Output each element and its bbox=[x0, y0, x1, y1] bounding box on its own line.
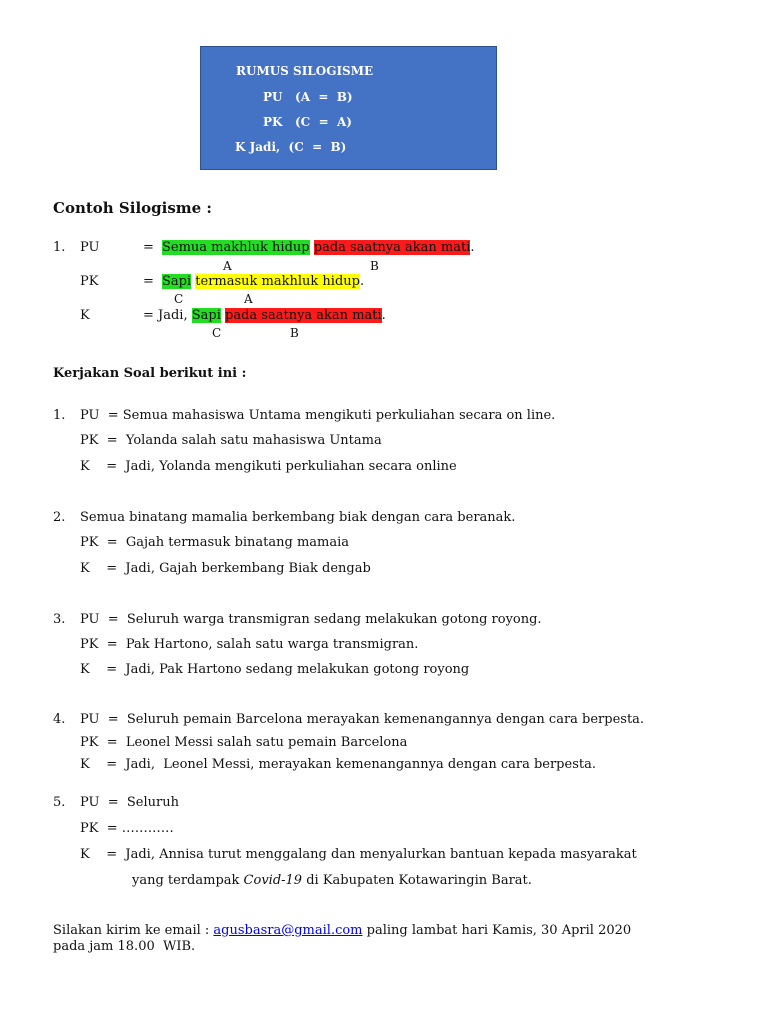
task-item-number: 5. bbox=[53, 795, 66, 810]
task-item-line: K = Jadi, Pak Hartono sedang melakukan gotong royong bbox=[80, 662, 470, 677]
task-item-line: PK = Yolanda salah satu mahasiswa Untama bbox=[80, 433, 382, 448]
task-item-number: 1. bbox=[53, 408, 66, 423]
pu-predicate-highlight: pada saatnya akan mati bbox=[313, 240, 471, 255]
k-letter-b: B bbox=[290, 326, 299, 340]
pk-period: . bbox=[359, 274, 365, 289]
formula-pu: PU (A = B) bbox=[263, 90, 353, 104]
task-item-line: PK = Leonel Messi salah satu pemain Barcelona bbox=[80, 735, 408, 750]
pk-letter-c: C bbox=[174, 292, 184, 306]
footer-line-2: pada jam 18.00 WIB. bbox=[53, 939, 196, 954]
task-item-number: 2. bbox=[53, 510, 66, 525]
pu-letter-a: A bbox=[223, 259, 232, 273]
k-letter-c: C bbox=[212, 326, 222, 340]
task-item-line: K = Jadi, Leonel Messi, merayakan kemenangannya dengan cara berpesta. bbox=[80, 757, 596, 772]
footer-post: paling lambat hari Kamis, 30 April 2020 bbox=[362, 923, 632, 938]
k-prefix: = Jadi, bbox=[143, 308, 188, 323]
formula-title: RUMUS SILOGISME bbox=[236, 64, 374, 78]
task-item-number: 4. bbox=[53, 712, 66, 727]
task-item-line: PU = Seluruh pemain Barcelona merayakan kemenangannya dengan cara berpesta. bbox=[80, 712, 645, 727]
task-item-line: PU = Seluruh bbox=[80, 795, 179, 810]
example-pu-statement bbox=[162, 240, 475, 256]
pk-subject-highlight: Sapi bbox=[162, 274, 192, 289]
continuation-text: yang terdampak bbox=[132, 873, 244, 888]
example-pu-eq: = bbox=[143, 240, 154, 255]
email-link[interactable]: agusbasra@gmail.com bbox=[213, 923, 363, 938]
example-heading: Contoh Silogisme : bbox=[53, 199, 212, 217]
task-item-line: PU = Semua mahasiswa Untama mengikuti perkuliahan secara on line. bbox=[80, 408, 556, 423]
task-item-line: Semua binatang mamalia berkembang biak dengan cara beranak. bbox=[80, 510, 516, 525]
continuation-text: di Kabupaten Kotawaringin Barat. bbox=[302, 873, 532, 888]
k-subject-highlight: Sapi bbox=[191, 308, 221, 323]
example-pk-statement bbox=[162, 274, 364, 290]
pu-letter-b: B bbox=[370, 259, 379, 273]
pu-period: . bbox=[470, 240, 475, 255]
example-k-label: K bbox=[80, 308, 90, 323]
task-item-5-continuation bbox=[132, 873, 532, 889]
example-pk-label: PK bbox=[80, 274, 99, 289]
example-pk-eq: = bbox=[143, 274, 154, 289]
formula-box bbox=[200, 46, 497, 170]
task-item-number: 3. bbox=[53, 612, 66, 627]
footer-line-1 bbox=[53, 923, 631, 939]
k-predicate-highlight: pada saatnya akan mati bbox=[225, 308, 382, 323]
example-pu-label: PU bbox=[80, 240, 100, 255]
example-k-statement bbox=[143, 308, 386, 324]
task-item-line: K = Jadi, Gajah berkembang Biak dengab bbox=[80, 561, 371, 576]
task-item-line: K = Jadi, Yolanda mengikuti perkuliahan secara online bbox=[80, 459, 457, 474]
task-item-line: PK = Pak Hartono, salah satu warga transmigran. bbox=[80, 637, 419, 652]
task-heading: Kerjakan Soal berikut ini : bbox=[53, 366, 247, 381]
task-item-line: PK = ………… bbox=[80, 821, 174, 836]
pk-predicate-highlight: termasuk makhluk hidup bbox=[195, 274, 360, 289]
formula-pk: PK (C = A) bbox=[263, 115, 352, 129]
footer-pre: Silakan kirim ke email : bbox=[53, 923, 214, 938]
covid-italic: Covid-19 bbox=[243, 873, 303, 888]
formula-k: K Jadi, (C = B) bbox=[235, 140, 347, 154]
example-number: 1. bbox=[53, 240, 66, 255]
task-item-line: PU = Seluruh warga transmigran sedang melakukan gotong royong. bbox=[80, 612, 542, 627]
pu-subject-highlight: Semua makhluk hidup bbox=[162, 240, 310, 255]
k-period: . bbox=[381, 308, 386, 323]
task-item-line: K = Jadi, Annisa turut menggalang dan menyalurkan bantuan kepada masyarakat bbox=[80, 847, 637, 862]
pk-letter-a: A bbox=[244, 292, 253, 306]
task-item-line: PK = Gajah termasuk binatang mamaia bbox=[80, 535, 350, 550]
